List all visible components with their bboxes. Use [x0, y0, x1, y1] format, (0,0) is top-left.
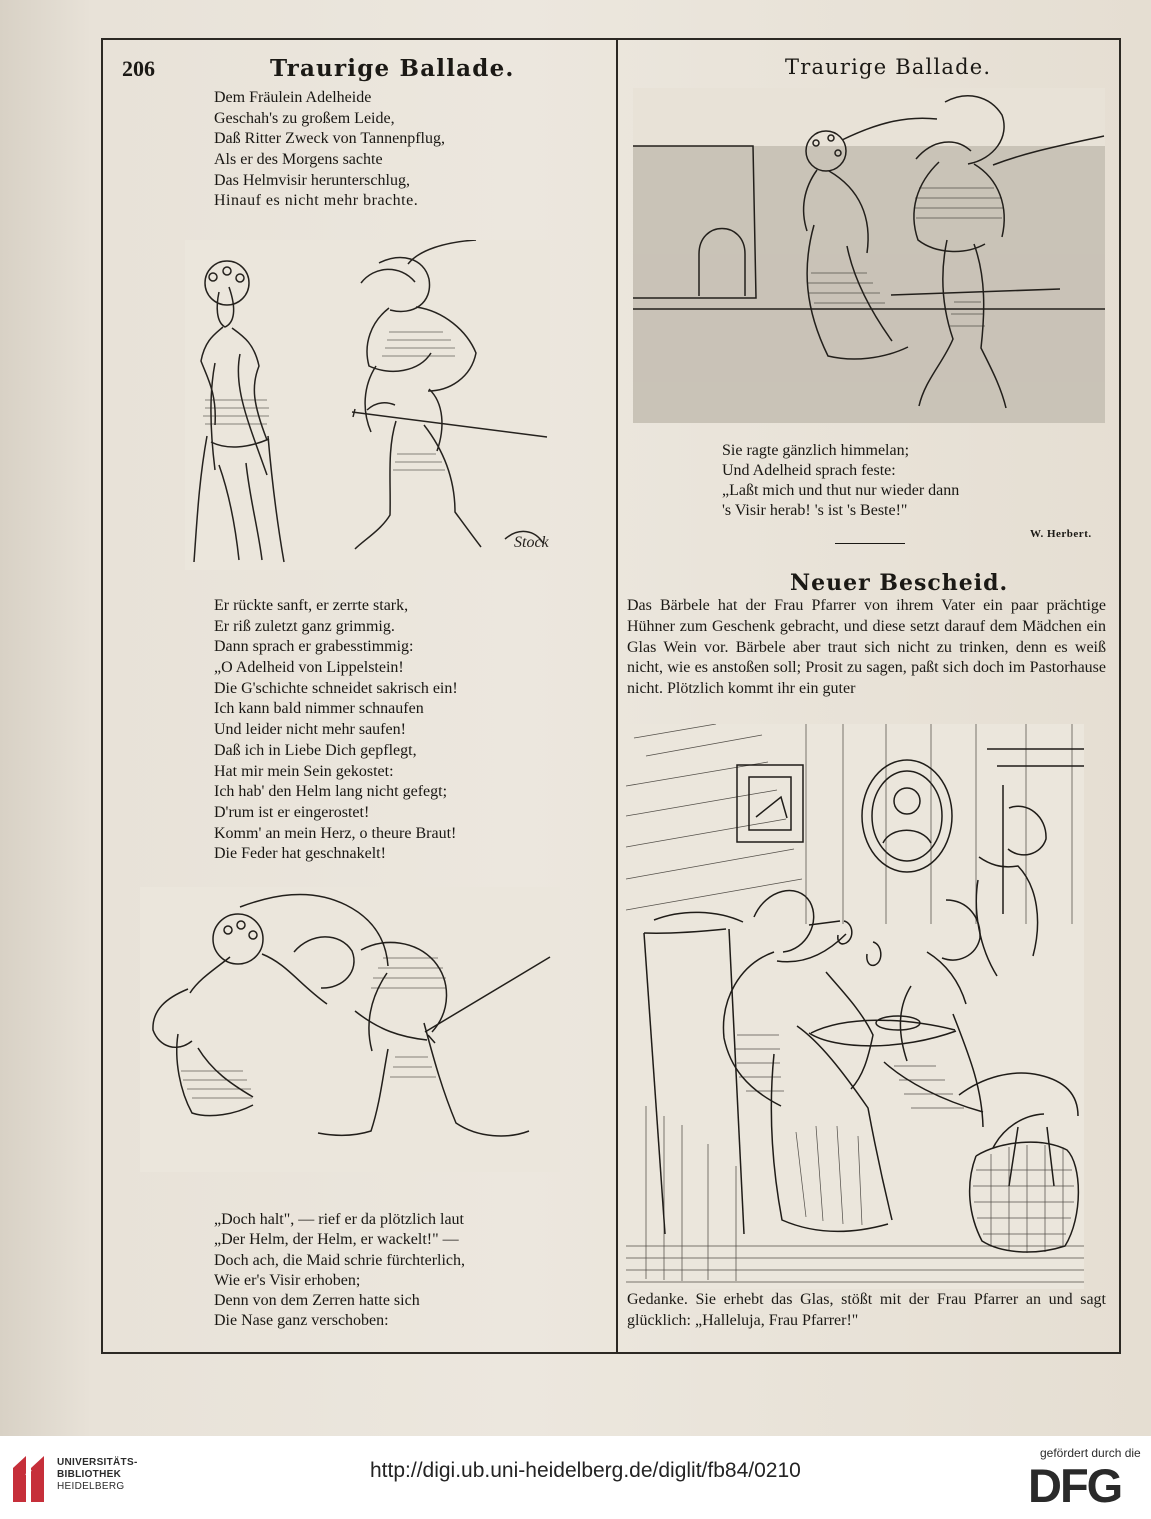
- poem-stanza-one: [214, 88, 445, 212]
- poem-line: „Laßt mich und thut nur wieder dann: [722, 482, 960, 499]
- article-title: Neuer Bescheid.: [790, 570, 1009, 596]
- poem-line: Die Feder hat geschnakelt!: [214, 845, 386, 863]
- poem-stanza-four: [722, 441, 959, 521]
- poem-line: Er rückte sanft, er zerrte stark,: [214, 597, 409, 614]
- poem-line: Hat mir mein Sein gekostet:: [214, 762, 394, 780]
- poem-line: Als er des Morgens sachte: [214, 151, 383, 169]
- funding-note: gefördert durch die: [1040, 1446, 1141, 1460]
- poem-line: Dann sprach er grabesstimmig:: [214, 638, 414, 656]
- dfg-logo: DFG: [1028, 1459, 1122, 1512]
- article-closing-text: Gedanke. Sie erhebt das Glas, stößt mit der Frau Pfarrer an und sagt glücklich: „Halleluja, Frau Pfarrer!": [627, 1291, 1106, 1329]
- library-name-line: BIBLIOTHEK: [57, 1469, 122, 1480]
- article-divider: [835, 543, 905, 544]
- poem-line: D'rum ist er eingerostet!: [214, 803, 370, 821]
- university-library-logo: [10, 1453, 48, 1505]
- library-name-line: HEIDELBERG: [57, 1481, 125, 1492]
- poem-line: 's Visir herab! 's ist 's Beste!": [722, 502, 908, 519]
- poem-line: Die Nase ganz verschoben:: [214, 1312, 389, 1330]
- article-opening-text: Das Bärbele hat der Frau Pfarrer von ihrem Vater ein paar prächtige Hühner zum Geschenk gebracht, und diese setzt darauf dem Mädchen ein Glas Wein vor. Bärbele aber traut sich nicht zu trinken, denn es weiß nicht, wie es anstoßen soll; Prosit zu sagen, paßt sich doch im Pastorhause nicht. Plötzlich kommt ihr ein guter: [627, 597, 1106, 698]
- illustrator-signature: Stock: [514, 534, 549, 551]
- poem-line: Die G'schichte schneidet sakrisch ein!: [214, 679, 458, 697]
- poem-line: Und leider nicht mehr saufen!: [214, 721, 406, 739]
- poem-line: Und Adelheid sprach feste:: [722, 462, 896, 479]
- pastor-wife-and-girl-drawing: [626, 724, 1084, 1289]
- poem-line: Denn von dem Zerren hatte sich: [214, 1292, 420, 1310]
- poem-line: Geschah's zu großem Leide,: [214, 109, 395, 127]
- knight-helmet-illustration: [185, 240, 550, 570]
- right-running-header: Traurige Ballade.: [785, 55, 992, 79]
- poem-line: Sie ragte gänzlich himmelan;: [722, 442, 910, 459]
- library-name-line: UNIVERSITÄTS-: [57, 1457, 138, 1468]
- poem-line: Wie er's Visir erhoben;: [214, 1271, 361, 1289]
- knight-helmet-drawing: [185, 240, 550, 570]
- poem-line: Hinauf es nicht mehr brachte.: [214, 192, 419, 210]
- poem-line: Er riß zuletzt ganz grimmig.: [214, 617, 395, 635]
- university-library-name: [57, 1457, 138, 1493]
- lady-and-knight-illustration: [140, 887, 560, 1172]
- column-divider: [616, 38, 618, 1354]
- nose-visor-illustration: [633, 88, 1105, 423]
- poem-line: Das Helmvisir herunterschlug,: [214, 171, 410, 189]
- poem-line: „Der Helm, der Helm, er wackelt!" —: [214, 1231, 459, 1249]
- poem-stanza-two: [214, 596, 458, 865]
- pastor-wife-and-girl-illustration: [626, 724, 1084, 1289]
- poem-line: „Doch halt", — rief er da plötzlich laut: [214, 1211, 464, 1228]
- poem-line: Doch ach, die Maid schrie fürchterlich,: [214, 1251, 466, 1269]
- page-number: 206: [122, 56, 155, 81]
- digital-copy-url[interactable]: http://digi.ub.uni-heidelberg.de/diglit/fb84/0210: [370, 1459, 801, 1482]
- article-closing-paragraph: [627, 1290, 1106, 1332]
- nose-visor-drawing: [633, 88, 1105, 423]
- left-running-header: Traurige Ballade.: [270, 55, 515, 82]
- poem-line: Komm' an mein Herz, o theure Braut!: [214, 824, 457, 842]
- article-opening-paragraph: [627, 596, 1106, 700]
- poem-stanza-three: [214, 1210, 465, 1332]
- poem-line: Ich kann bald nimmer schnaufen: [214, 700, 424, 718]
- digital-library-footer: [0, 1436, 1151, 1519]
- poem-line: Daß Ritter Zweck von Tannenpflug,: [214, 130, 445, 148]
- poem-author: W. Herbert.: [1030, 528, 1092, 540]
- poem-line: Daß ich in Liebe Dich gepflegt,: [214, 741, 417, 759]
- poem-line: „O Adelheid von Lippelstein!: [214, 659, 404, 677]
- lady-and-knight-drawing: [140, 887, 560, 1172]
- poem-line: Ich hab' den Helm lang nicht gefegt;: [214, 783, 448, 801]
- poem-line: Dem Fräulein Adelheide: [214, 89, 372, 106]
